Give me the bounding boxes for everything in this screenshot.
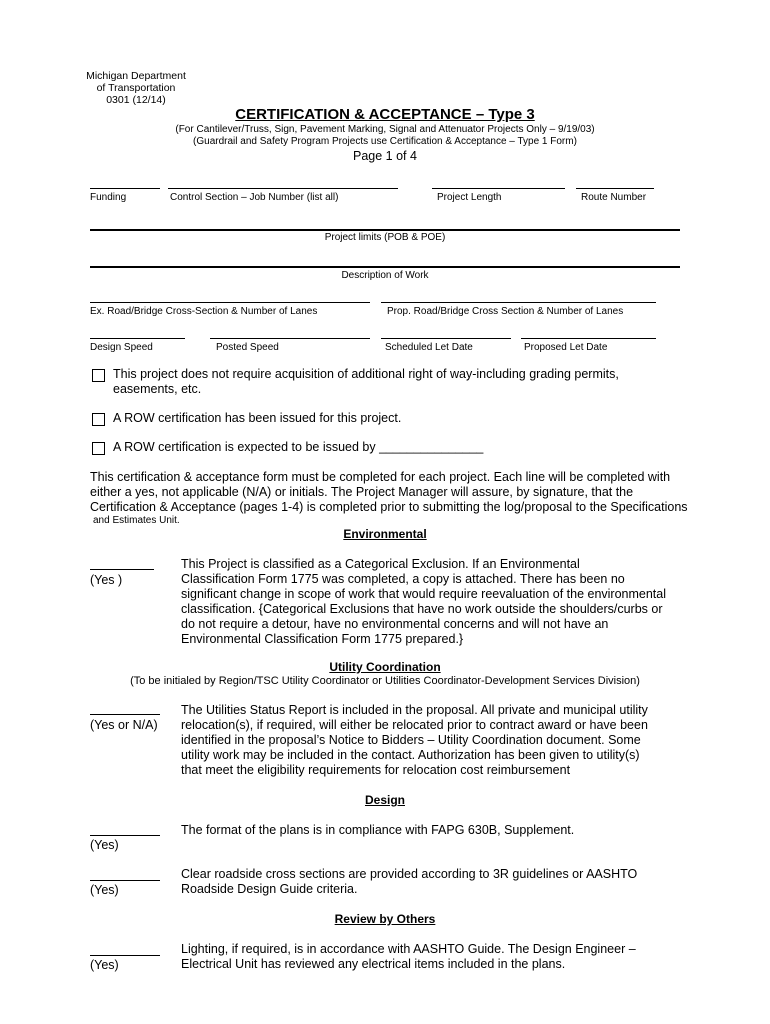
posted-speed-label: Posted Speed [216, 342, 279, 353]
environmental-text [181, 557, 666, 647]
project-length-line[interactable] [432, 188, 565, 189]
intro-paragraph [90, 470, 688, 515]
utility-text-line: utility work may be included in the contact. Authorization has been given to utility(s) [181, 748, 640, 762]
intro-line-4: and Estimates Unit. [93, 515, 180, 526]
intro-line-3: Certification & Acceptance (pages 1-4) is completed prior to submitting the log/proposal to the Specifications [90, 500, 688, 514]
subtitle-2: (Guardrail and Safety Program Projects use Certification & Acceptance – Type 1 Form) [193, 136, 577, 147]
intro-line-1: This certification & acceptance form must be completed for each project. Each line will be completed with [90, 470, 671, 484]
environmental-answer-line[interactable] [90, 569, 154, 570]
prop-road-label: Prop. Road/Bridge Cross Section & Number of Lanes [387, 306, 624, 317]
no-row-text-line-2: easements, etc. [113, 382, 202, 396]
design-item2-text [181, 867, 637, 897]
no-row-text-line-1: This project does not require acquisition of additional right of way-including grading permits, [113, 367, 619, 381]
review-text [181, 942, 636, 972]
environmental-text-line: do not require a detour, have no environmental concerns and will not have an [181, 617, 609, 631]
utility-answer-line[interactable] [90, 714, 160, 715]
prop-road-line[interactable] [381, 302, 656, 303]
environmental-text-line: Classification Form 1775 was completed, a copy is attached. There has been no [181, 572, 625, 586]
design-item2-answer-line[interactable] [90, 880, 160, 881]
row-issued-text: A ROW certification has been issued for this project. [113, 411, 402, 425]
design-item1-text: The format of the plans is in compliance with FAPG 630B, Supplement. [181, 823, 575, 837]
review-line-2: Electrical Unit has reviewed any electrical items included in the plans. [181, 957, 566, 971]
no-row-checkbox[interactable] [92, 369, 105, 382]
utility-note: (To be initialed by Region/TSC Utility Coordinator or Utilities Coordinator-Development Services Division) [130, 675, 640, 687]
utility-text-line: identified in the proposal’s Notice to Bidders – Utility Coordination document. Some [181, 733, 641, 747]
page-title: CERTIFICATION & ACCEPTANCE – Type 3 [235, 106, 535, 123]
utility-text [181, 703, 648, 778]
route-number-label: Route Number [581, 192, 647, 203]
design-speed-label: Design Speed [90, 342, 153, 353]
agency-line-1: Michigan Department [86, 70, 186, 82]
no-row-text [113, 367, 619, 397]
funding-line[interactable] [90, 188, 160, 189]
form-number: 0301 (12/14) [106, 94, 166, 106]
review-answer: (Yes) [90, 958, 119, 972]
description-label: Description of Work [341, 270, 429, 281]
design-item2-line-2: Roadside Design Guide criteria. [181, 882, 358, 896]
funding-label: Funding [90, 192, 127, 203]
environmental-heading: Environmental [343, 527, 427, 541]
project-limits-line[interactable] [90, 229, 680, 231]
page-number: Page 1 of 4 [353, 149, 417, 163]
scheduled-let-line[interactable] [381, 338, 511, 339]
agency-line-2: of Transportation [96, 82, 176, 94]
design-speed-line[interactable] [90, 338, 185, 339]
utility-heading: Utility Coordination [329, 660, 441, 674]
environmental-text-line: This Project is classified as a Categorical Exclusion. If an Environmental [181, 557, 580, 571]
agency-header [86, 70, 186, 106]
environmental-text-line: Environmental Classification Form 1775 prepared.} [181, 632, 464, 646]
ex-road-label: Ex. Road/Bridge Cross-Section & Number of Lanes [90, 306, 318, 317]
scheduled-let-label: Scheduled Let Date [385, 342, 473, 353]
subtitle-1: (For Cantilever/Truss, Sign, Pavement Marking, Signal and Attenuator Projects Only – 9/19/03) [175, 124, 595, 135]
proposed-let-label: Proposed Let Date [524, 342, 608, 353]
design-item2-line-1: Clear roadside cross sections are provided according to 3R guidelines or AASHTO [181, 867, 638, 881]
design-item1-answer-line[interactable] [90, 835, 160, 836]
description-line[interactable] [90, 266, 680, 268]
ex-road-line[interactable] [90, 302, 370, 303]
design-item2-answer: (Yes) [90, 883, 119, 897]
posted-speed-line[interactable] [210, 338, 370, 339]
proposed-let-line[interactable] [521, 338, 656, 339]
control-section-line[interactable] [168, 188, 398, 189]
review-answer-line[interactable] [90, 955, 160, 956]
utility-text-line: that meet the eligibility requirements for relocation cost reimbursement [181, 763, 571, 777]
review-line-1: Lighting, if required, is in accordance with AASHTO Guide. The Design Engineer – [181, 942, 636, 956]
row-issued-checkbox[interactable] [92, 413, 105, 426]
environmental-text-line: significant change in scope of work that would require reevaluation of the environmental [181, 587, 667, 601]
environmental-answer: (Yes ) [90, 573, 123, 587]
project-length-label: Project Length [437, 192, 502, 203]
intro-line-2: either a yes, not applicable (N/A) or initials. The Project Manager will assure, by signature, that the [90, 485, 634, 499]
utility-text-line: relocation(s), if required, will either be relocated prior to contract award or have been [181, 718, 648, 732]
utility-answer: (Yes or N/A) [90, 718, 158, 732]
row-expected-checkbox[interactable] [92, 442, 105, 455]
design-heading: Design [364, 793, 405, 807]
control-section-label: Control Section – Job Number (list all) [170, 192, 339, 203]
review-heading: Review by Others [334, 912, 436, 926]
project-limits-label: Project limits (POB & POE) [324, 232, 446, 243]
environmental-text-line: classification. {Categorical Exclusions that have no work outside the shoulders/curbs or [181, 602, 663, 616]
design-item1-answer: (Yes) [90, 838, 119, 852]
utility-text-line: The Utilities Status Report is included in the proposal. All private and municipal utility [181, 703, 648, 717]
row-expected-text: A ROW certification is expected to be issued by _______________ [113, 440, 484, 454]
route-number-line[interactable] [576, 188, 654, 189]
